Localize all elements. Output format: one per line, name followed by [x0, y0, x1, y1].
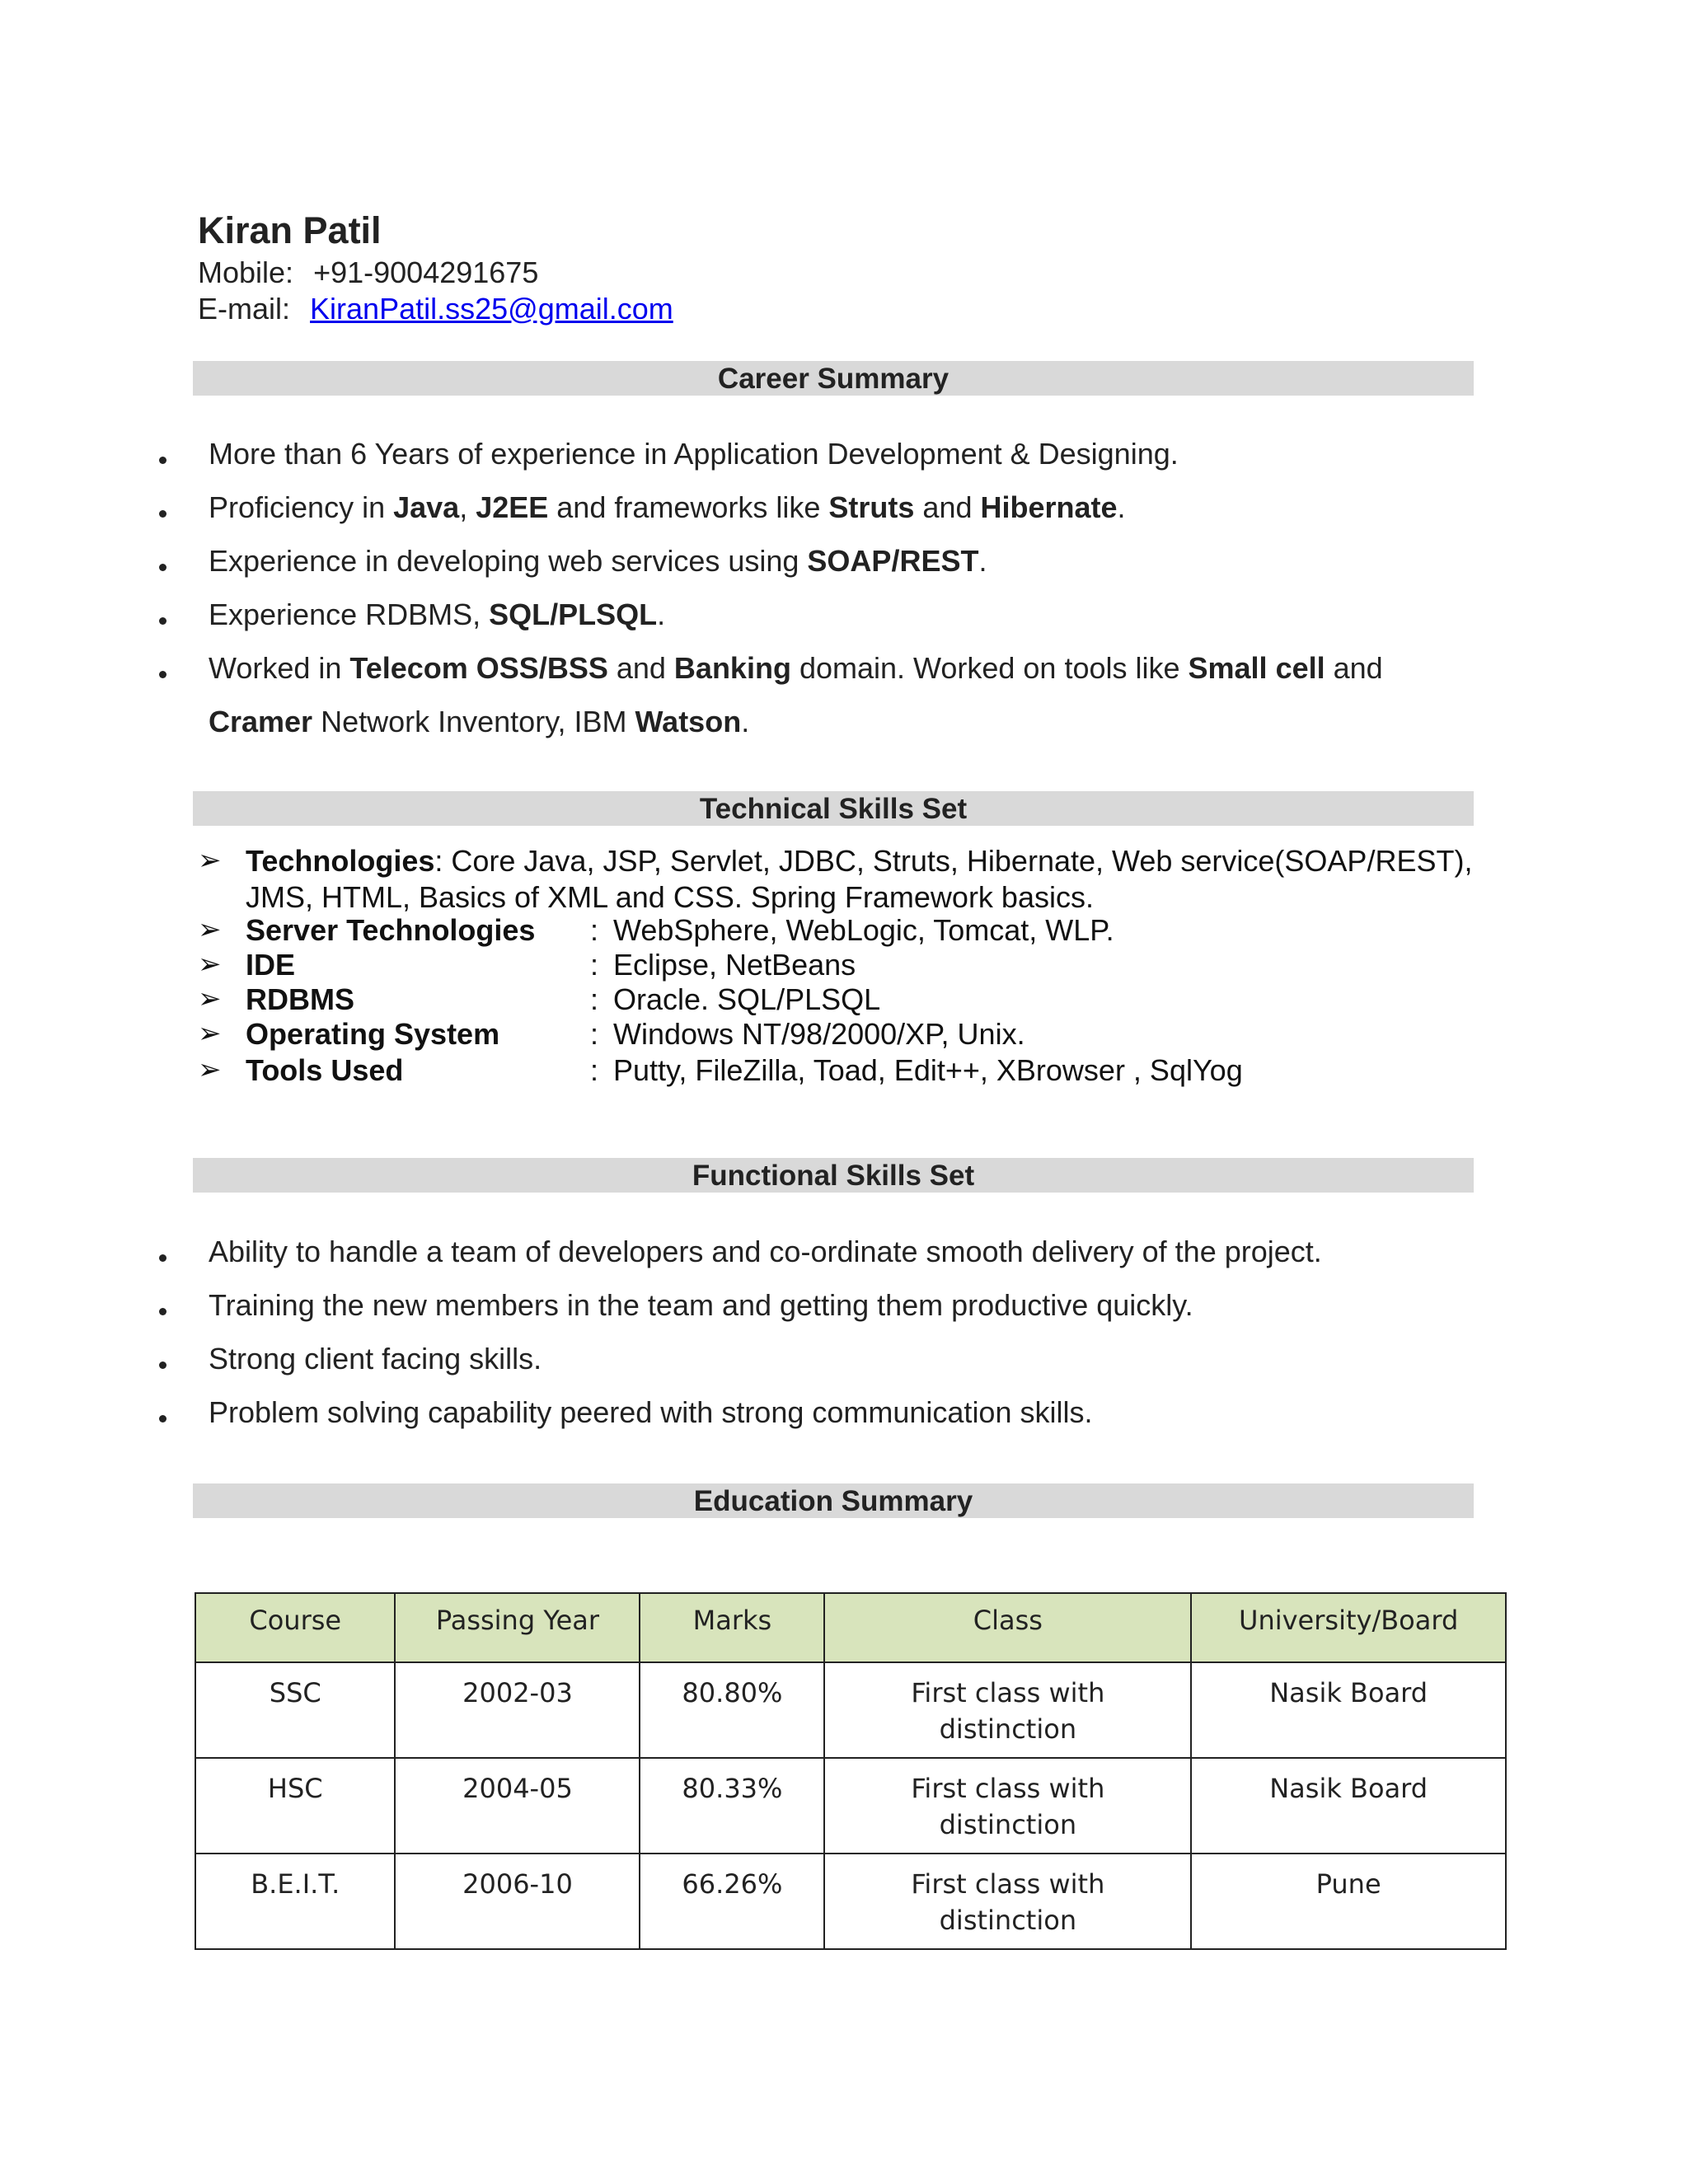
candidate-name: Kiran Patil	[198, 209, 382, 251]
tech-key: Technologies	[246, 844, 435, 878]
text-segment: ,	[459, 490, 476, 524]
education-cell: First class with distinction	[824, 1854, 1191, 1949]
mobile-value: +91-9004291675	[313, 255, 539, 289]
education-cell: 2004-05	[395, 1758, 640, 1854]
bullet-dot-icon	[159, 564, 166, 571]
text-segment: and	[1325, 651, 1383, 685]
education-cell: First class with distinction	[824, 1758, 1191, 1854]
education-cell: First class with distinction	[824, 1662, 1191, 1758]
education-cell: Nasik Board	[1191, 1758, 1506, 1854]
bold-term: Banking	[673, 651, 791, 685]
functional-skill-text: Strong client facing skills.	[209, 1342, 542, 1376]
text-segment: .	[1117, 490, 1126, 524]
tech-value: Putty, FileZilla, Toad, Edit++, XBrowser , SqlYog	[613, 1053, 1243, 1087]
education-cell: Nasik Board	[1191, 1662, 1506, 1758]
text-segment: and frameworks like	[548, 490, 829, 524]
education-summary-heading: Education Summary	[193, 1483, 1474, 1518]
education-cell: SSC	[195, 1662, 395, 1758]
bold-term: Java	[393, 490, 460, 524]
tech-key: Server Technologies	[246, 913, 536, 947]
mobile-line	[198, 255, 538, 290]
text-segment: domain. Worked on tools like	[790, 651, 1189, 685]
education-cell: 66.26%	[640, 1854, 824, 1949]
tech-key: Tools Used	[246, 1053, 404, 1087]
tech-value: WebSphere, WebLogic, Tomcat, WLP.	[613, 913, 1114, 947]
bold-term: Small cell	[1188, 651, 1325, 685]
tech-colon: :	[590, 1017, 599, 1051]
bullet-dot-icon	[159, 1361, 166, 1369]
bold-term: SQL/PLSQL	[489, 598, 658, 631]
tech-key: IDE	[246, 948, 296, 982]
education-cell: 2002-03	[395, 1662, 640, 1758]
bold-term: Cramer	[209, 705, 313, 738]
bold-term: Struts	[828, 490, 915, 524]
functional-skill-text: Training the new members in the team and getting them productive quickly.	[209, 1288, 1193, 1322]
education-cell: 80.80%	[640, 1662, 824, 1758]
bullet-dot-icon	[159, 1254, 166, 1262]
education-cell: 80.33%	[640, 1758, 824, 1854]
education-row	[195, 1854, 1506, 1949]
education-row	[195, 1758, 1506, 1854]
bullet-dot-icon	[159, 457, 166, 464]
education-cell: 2006-10	[395, 1854, 640, 1949]
tech-value: Eclipse, NetBeans	[613, 948, 856, 982]
arrow-bullet-icon: ➢	[198, 1018, 222, 1049]
tech-colon: :	[590, 982, 599, 1016]
text-segment: Experience in developing web services using	[209, 544, 808, 578]
career-summary-heading: Career Summary	[193, 361, 1474, 396]
bold-term: J2EE	[476, 490, 549, 524]
education-column-header: University/Board	[1191, 1593, 1506, 1662]
arrow-bullet-icon: ➢	[198, 983, 222, 1015]
tech-value: Oracle. SQL/PLSQL	[613, 982, 881, 1016]
text-segment: .	[978, 544, 987, 578]
tech-colon: :	[590, 913, 599, 947]
text-segment: Proficiency in	[209, 490, 394, 524]
functional-skill-text: Problem solving capability peered with strong communication skills.	[209, 1395, 1093, 1429]
education-column-header: Class	[824, 1593, 1191, 1662]
arrow-bullet-icon: ➢	[198, 1054, 222, 1085]
education-cell: Pune	[1191, 1854, 1506, 1949]
tech-value: : Core Java, JSP, Servlet, JDBC, Struts, Hibernate, Web service(SOAP/REST),	[434, 844, 1473, 878]
bullet-dot-icon	[159, 1308, 166, 1315]
arrow-bullet-icon: ➢	[198, 949, 222, 980]
text-segment: More than 6 Years of experience in Application Development & Designing.	[209, 437, 1179, 471]
tech-key: RDBMS	[246, 982, 354, 1016]
education-row	[195, 1662, 1506, 1758]
bold-term: Telecom OSS/BSS	[349, 651, 608, 685]
tech-colon: :	[590, 948, 599, 982]
education-column-header: Passing Year	[395, 1593, 640, 1662]
tech-colon: :	[590, 1053, 599, 1087]
email-label: E-mail:	[198, 292, 291, 326]
tech-key: Operating System	[246, 1017, 500, 1051]
text-segment: Worked in	[209, 651, 350, 685]
functional-skills-heading: Functional Skills Set	[193, 1158, 1474, 1193]
tech-value-cont: JMS, HTML, Basics of XML and CSS. Spring Framework basics.	[246, 880, 1094, 914]
bold-term: Hibernate	[980, 490, 1118, 524]
education-column-header: Marks	[640, 1593, 824, 1662]
bold-term: Watson	[635, 705, 742, 738]
bullet-dot-icon	[159, 1415, 166, 1422]
bullet-dot-icon	[159, 671, 166, 678]
text-segment: and	[607, 651, 674, 685]
education-header-row	[195, 1593, 1506, 1662]
mobile-label: Mobile:	[198, 255, 294, 289]
email-line	[198, 292, 673, 326]
text-segment: Network Inventory, IBM	[312, 705, 635, 738]
text-segment: Experience RDBMS,	[209, 598, 490, 631]
technical-skills-heading: Technical Skills Set	[193, 791, 1474, 826]
education-column-header: Course	[195, 1593, 395, 1662]
bold-term: SOAP/REST	[807, 544, 979, 578]
tech-value: Windows NT/98/2000/XP, Unix.	[613, 1017, 1025, 1051]
arrow-bullet-icon: ➢	[198, 845, 222, 876]
functional-skill-text: Ability to handle a team of developers and co-ordinate smooth delivery of the project.	[209, 1235, 1322, 1268]
text-segment: .	[657, 598, 666, 631]
bullet-dot-icon	[159, 510, 166, 518]
bullet-dot-icon	[159, 617, 166, 625]
text-segment: and	[914, 490, 981, 524]
education-table	[195, 1592, 1507, 1950]
arrow-bullet-icon: ➢	[198, 914, 222, 945]
text-segment: .	[741, 705, 750, 738]
education-cell: HSC	[195, 1758, 395, 1854]
email-link[interactable]: KiranPatil.ss25@gmail.com	[310, 292, 673, 326]
education-cell: B.E.I.T.	[195, 1854, 395, 1949]
